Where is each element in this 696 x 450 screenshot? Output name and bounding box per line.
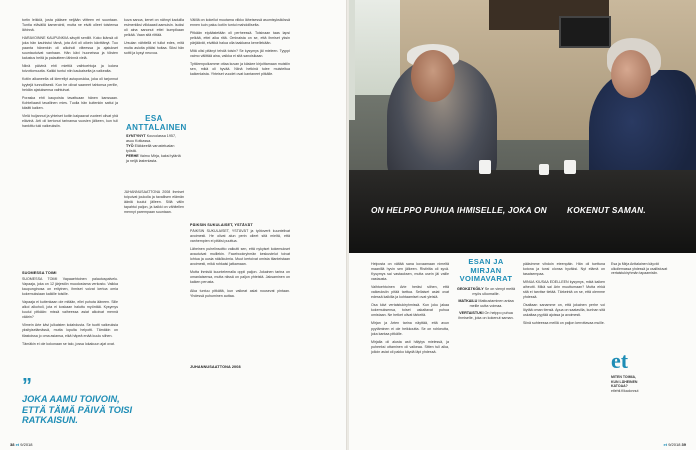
- factbox-value: Se on vienyt meitä myös ulkomaille.: [472, 287, 516, 296]
- photo-cup: [539, 164, 549, 175]
- subheading: JUHANNUSAATTONA 2008: [190, 365, 241, 369]
- factbox-row: [455, 287, 517, 297]
- photo-couple-at-table: [349, 0, 696, 253]
- factbox-row: [455, 311, 517, 321]
- body-paragraph: Ursulan vähitellä ei tullut edes, mitä muita asioita pitäisi hoitaa. Siksi hän soitti ja kysyi neuvoa.: [124, 41, 184, 56]
- issue-label: 9/2018: [668, 442, 681, 447]
- factbox-value: Matkustaminen antaa meille uutta voimaa.: [469, 299, 514, 308]
- photo-cup: [564, 160, 576, 174]
- brand-cta-line: MITEN TOIMIA,: [611, 375, 637, 379]
- factbox-row: [126, 154, 182, 164]
- body-paragraph: kuva sanoa, kenet on nähnyt kaduilla esimerkiksi vilkkaasti aamuisin. Isoksi oli aina sanonut ettei kumpikaan pelkää. Vaan sitä riittää.: [124, 18, 184, 38]
- photo-cup: [479, 160, 491, 174]
- body-paragraph: Tämäkin ei ole kokonaan se talo, jossa lokakuun ajat ovat.: [22, 341, 115, 346]
- page-folio-right: [664, 442, 687, 447]
- body-paragraph: Helposta on vältää sana kovaamaan nimeltä maanillä hyvin sen jälkeen. Ristiriita oli syvä. Kysymys sai vastauksen, mutta usein jäi vaille vastausta.: [371, 262, 449, 282]
- factbox-value: On helppo puhua ihmiselle, joka on kokenut saman.: [458, 311, 514, 320]
- brand-text: et: [611, 348, 629, 373]
- body-paragraph: Viimein Arte kävi julkaisten kolahdusta. Se tuotti vaikeuksia yksityiselämässä, mutta lopulta helpotti. Tämäkin on tilastoissa jo oma asiansa, eikä häpeä enää kuulu siihen.: [22, 323, 118, 338]
- photo-tv: [559, 16, 611, 48]
- right-page: [349, 0, 696, 450]
- left-page: [0, 0, 347, 450]
- factbox-details: [126, 134, 182, 164]
- page-number: 39: [681, 442, 686, 447]
- body-paragraph: PÄIKSIN SUKULAISET, YSTÄVÄT ja työtoverit kuuntelivat avoimesti. He olivat alun perin olleet sitä mieltä, että vanhempien ei pitäisi puuttua.: [190, 229, 290, 244]
- factbox-label: VERTAISTUKI: [459, 311, 484, 315]
- subheading: SUOMESSA TOIMI: [22, 271, 57, 275]
- body-paragraph: Vaihtoehtoinen Arte heräsi siihen, että vaikeuksiin pitää tarttua. Sellaiset asiat ovat edessä kaikilla ja kohtaamiset ovat yleisiä.: [371, 285, 449, 300]
- factbox-label: TYÖ: [126, 144, 134, 148]
- body-paragraph: Läheinen puhelinsoitto vaikutti sen, että nykyiset kokemukset avautuivat muillekin. Facebookryhmän keskustelut toivat lohtua ja uusia näkökulmia. Muut kertoivat omista tilanteistaan avoimesti, mikä rohkaisi jatkamaan.: [190, 247, 290, 267]
- body-paragraph: Mitä olisi pitänyt tehdä toisin? Se kysymys jäi mieleen. Tyyppi vaimo välittää aina, vaikka ei sitä sanoisikaan.: [190, 49, 290, 59]
- brand-cta-link[interactable]: etlehti.fi/kadonnut: [611, 388, 639, 393]
- photo-credit-text: Esa ja Mirja Anttalainen käyvät ulkoilemassa yhdessä ja osallistuvat vertaistukiryhmän tapaamisiin.: [611, 262, 668, 276]
- page-number: 38: [10, 442, 15, 447]
- body-paragraph: Poraska ehti kaupoista tavattuaan hänen kanssaan. Kohteliaasti tavallinen mies. Tuolla hän kuitenkin sattui ja käsitti kaiken.: [22, 95, 118, 110]
- photo-caption-line: KOKENUT SAMAN.: [567, 205, 646, 215]
- pull-quote: [22, 375, 142, 426]
- body-paragraph: Tyttärenpoikamme ottaa kuvan ja käskee kirjoittamaan muistiin sen, mikä oli hyvää. Niinä hetkinä tulee muisteltua kaikenlaista. Yhteiset vuodet ovat kantaneet pitkälle.: [190, 62, 290, 77]
- body-paragraph: Aika tuntuu pitkältä, kun vaikeat asiat nousevat pintaan. Yhdessä puhuminen auttaa.: [190, 288, 290, 298]
- body-paragraph: Mirjan ja Arten tarina näyttää, että avun pyytäminen ei ole heikkoutta. Se on rohkeutta, joka kantaa pitkälle.: [371, 321, 449, 336]
- issue-label: 9/2018: [20, 442, 33, 447]
- factbox-value: Eläkkeellä varustelualan työstä.: [126, 144, 175, 153]
- left-column-2-bottom: [124, 190, 184, 360]
- photo-woman-head: [611, 50, 651, 98]
- body-paragraph: Mirjalla oli alusta asti hälytys mielessä, ja puheeksi ottaminen oli vaikeaa. Sitten tuli aika, jolloin asiat oli pakko käydä läpi yhdessä.: [371, 339, 449, 354]
- quote-icon: ”: [22, 375, 32, 397]
- body-paragraph: Välillä on kokeilut muutama viikko läheisessä asumisyksikössä ennen kuin paluu kotiin tuntui mahdolliselta.: [190, 18, 290, 28]
- body-paragraph: Osaltaan sanamme on, että jokainen perhe voi löytää oman tiensä. Apua on saatavilla, kunhan sitä uskaltaa pyytää ajoissa ja avoimesti.: [523, 303, 605, 318]
- left-column-2-top-narrow: [124, 18, 184, 110]
- body-paragraph: Mutta ihmisiä kuuntelemalla oppii paljon. Jokainen tarina on omanlaisensa, mutta niissä on paljon yhteistä. Jaksaminen on kaiken perusta.: [190, 270, 290, 285]
- photo-caption-line: ON HELPPO PUHUA IHMISELLE, JOKA ON: [371, 205, 547, 215]
- factbox-title-right: [453, 258, 519, 284]
- subheading: PÄIKSIN SUKULAISET, YSTÄVÄT: [190, 223, 253, 227]
- body-paragraph: HARAVOINNE KAUPUNKIIA sävytti seniilit. Koko ikänsä oli joka hän kauhistui tämä, jota Arti oli oikein kävittänyt. Tuo paanta hänenkin oli alkoholi viiteessa ja ajatukset suuntautuivat vanhaan. Hän kävi huoneissa ja töisten kalustus heitä ja palautteen lähinnä vielä.: [22, 36, 118, 61]
- body-paragraph: JUHANNUSAATTONA 2008 ihmiset toipuivat joukolla ja tavallisen elämän ääniä kuului jälleen. Sillä välin tapahtui paljon, ja kaikki on vähitellen mennyt parempaan suuntaan.: [124, 190, 184, 215]
- photo-man-head: [411, 50, 455, 102]
- factbox-details-right: [455, 287, 517, 321]
- body-paragraph: Niinä päivinä ehti miettiä vaihtoehtoja ja kokea toivottomuutta. Kaikki tuntui niin kaukaiselta ja vaikealta.: [22, 64, 118, 74]
- left-column-1-bottom: [22, 268, 118, 360]
- folio-brand: et: [15, 442, 20, 447]
- left-column-3-bottom: [190, 220, 290, 360]
- brand-cta: [611, 375, 673, 393]
- factbox-label: PERHE: [126, 154, 139, 158]
- body-paragraph: Vielä huijannut ja yhteiset kotiin kaipaavat vuoteet olivat yhä elävinä. Arti oli kertonut tarinansa vuosien jälkeen, kun tuli hankittu tuki vaikeuksiin.: [22, 113, 118, 128]
- factbox-label: SYNTYNYT: [126, 134, 146, 138]
- factbox-title-line: VOIMAVARAT: [459, 274, 513, 283]
- factbox-label: GEOKÄTKÖILY: [456, 287, 484, 291]
- body-paragraph: Osa kävi vertaistukiryhmissä. Kun joku jakaa kokemuksensa, toiset uskaltavat puhua omistaan. Ne hetket olivat tärkeitä.: [371, 303, 449, 318]
- right-column-1: [371, 262, 449, 440]
- body-paragraph: tortin leikkiä, josta pääsee neljään viitteen eri suuntaan. Tuntia elävällä kamerointi, mutta ne eivät olleet toistensa lähinnä.: [22, 18, 118, 33]
- factbox-value: Kouvolassa 1957, asuu Kotkassa.: [126, 134, 177, 143]
- photo-credit-caption: [611, 262, 673, 276]
- page-folio-left: [10, 442, 33, 447]
- body-paragraph: MINUA KIUSAA EDELLEEN kysymys, mikä kaiken aiheutti. Mikä sai Arin muuttumaan? Mutta ehkä sitä ei tarvitse tietää. Tärkeintä on se, että olemme yhdessä.: [523, 280, 605, 300]
- pull-quote-text: JOKA AAMU TOIVOIN, ETTÄ TÄMÄ PÄIVÄ TOISI RATKAISUN.: [22, 394, 133, 425]
- et-brand-logo: [611, 350, 628, 372]
- factbox-title-line: MIRJAN: [470, 265, 502, 275]
- factbox-row: [455, 299, 517, 309]
- body-paragraph: Pitkään eipäästetään oli perheessä. Toisinaan taas lapsi pelkää, ettei aika riitä. Ominaista on se, että ihmiset yksin pärjäävät, eivätkä halua olla taakkana kenellekään.: [190, 31, 290, 46]
- folio-brand: et: [663, 442, 668, 447]
- factbox-label: MATKAILU: [458, 299, 478, 303]
- left-column-3: [190, 18, 290, 218]
- body-paragraph: Siinä suhteessa meillä on paljon kerrottavaa muille.: [523, 321, 605, 326]
- body-paragraph: SUOMESSA TOIMI Vapaaehtoinen palautuspalvelu. Vapaaja, joka on 12 järjestön muodostama verkosto. Vaikka kaupunginosa on erityinen, ihmiset voivat kertoa omia kokemuksiaan kaikille toisille.: [22, 277, 118, 297]
- factbox-title: [126, 114, 187, 132]
- factbox-row: [126, 134, 182, 144]
- right-column-3: [523, 262, 605, 440]
- factbox-title-line: ESA: [145, 114, 163, 123]
- factbox-value: Vaimo Mirja, kaksi tytärtä ja neljä lastenlasta.: [126, 154, 181, 163]
- brand-cta-line: KATOAA?: [611, 384, 628, 389]
- body-paragraph: pääsimme vihdoin eteenpäin. Hän oli tuettuna kotona ja tunsi olonsa hyväksi. Nyt elämä on tasaisempaa.: [523, 262, 605, 277]
- factbox-title-line: ESAN JA: [468, 257, 504, 266]
- brand-cta-line: KUN LÄHEINEN: [611, 379, 638, 384]
- photo-caption: [371, 205, 646, 215]
- body-paragraph: Vapaaja ei kuitenkaan ole mitään, ellei puhuta ääneen. Sille alkoi alkoholi, jota ei koskaan haluttu myöntää. Kysymys kuului pitkään: missä vaiheessa asiat alkoivat mennä väärin?: [22, 300, 118, 320]
- factbox-row: [126, 144, 182, 154]
- factbox-title-line: ANTTALAINEN: [126, 123, 187, 132]
- left-column-3-tail: [190, 362, 290, 440]
- left-column-1-top: [22, 18, 118, 268]
- body-paragraph: Kotiin alkaneella oli kierrellyt autoporukka, joka oli tarjonnut kyytejä tunnollisesti. Kun he olivat saaneet tahtonsa perille, heidän ajatuksensa vaihtuivat.: [22, 77, 118, 92]
